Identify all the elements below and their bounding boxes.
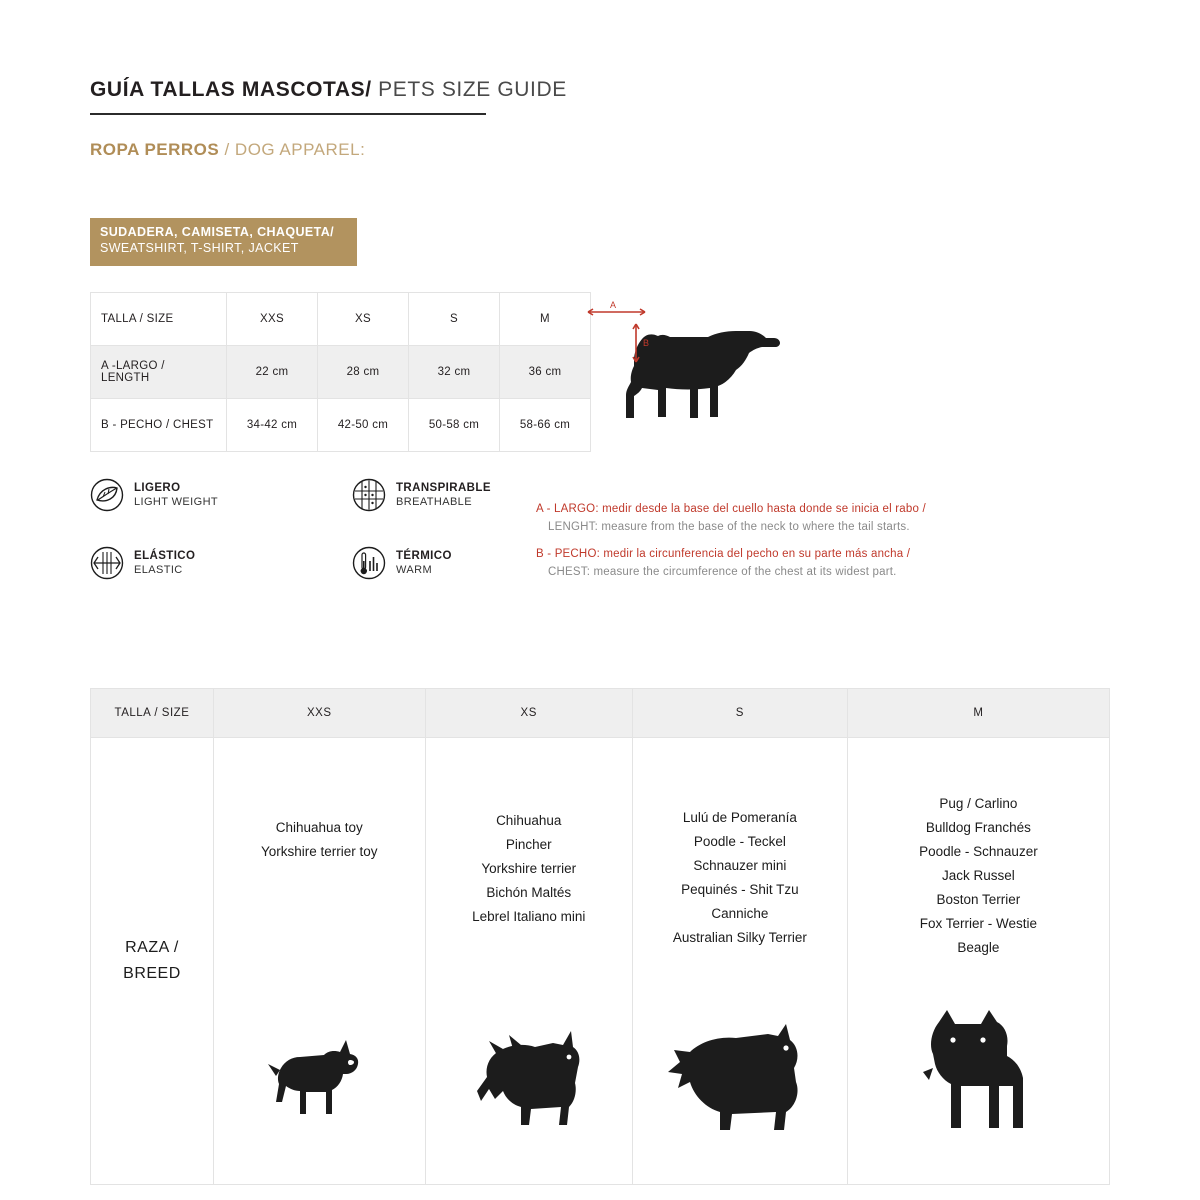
measure-length-xxs: 22 cm [227,346,318,399]
measure-header-s: S [409,293,500,346]
page-title [90,78,790,112]
measure-chest-xs: 42-50 cm [318,399,409,452]
table-row [91,293,591,346]
measure-header-xxs: XXS [227,293,318,346]
breed-cell-xs [425,738,632,1185]
leaf-icon [90,478,124,512]
list-item: Lulú de Pomeranía [682,809,797,825]
measure-header-label: TALLA / SIZE [91,293,227,346]
section-subtitle-es: ROPA PERROS [90,140,220,159]
feature-light-weight [90,478,218,512]
page-title-en: PETS SIZE GUIDE [371,78,567,101]
garment-type-en: SWEATSHIRT, T-SHIRT, JACKET [100,241,299,255]
feature-warm [352,546,452,580]
breed-row-label-line1: RAZA / [125,939,179,956]
breed-cell-s [632,738,847,1185]
list-item: Canniche [711,905,769,921]
feature-breathable-en: BREATHABLE [396,496,472,508]
measure-length-m: 36 cm [500,346,591,399]
breed-row-label [91,738,214,1185]
mesh-icon [352,478,386,512]
list-item: Pincher [505,836,552,852]
list-item: Bulldog Franchés [925,820,1031,835]
measure-header-xs: XS [318,293,409,346]
page-title-es: GUÍA TALLAS MASCOTAS/ [90,78,372,101]
dog-measurement-diagram [530,300,860,450]
feature-light-weight-es: LIGERO [134,482,181,494]
list-item: Fox Terrier - Westie [919,916,1038,931]
list-item: Lebrel Italiano mini [472,908,586,924]
table-row [91,689,1110,738]
dog-side-silhouette [626,331,780,418]
feature-breathable-es: TRANSPIRABLE [396,482,491,494]
diagram-label-b: B [643,338,650,348]
breed-header-xxs: XXS [213,689,425,738]
breed-header-m: M [847,689,1109,738]
section-subtitle-en: / DOG APPAREL: [219,140,366,159]
breed-cell-xxs [213,738,425,1185]
bulldog-silhouette [854,1008,1103,1156]
table-row [91,399,591,452]
measure-row-chest-label: B - PECHO / CHEST [91,399,227,452]
diagram-label-a: A [609,300,617,310]
measure-length-xs: 28 cm [318,346,409,399]
thermo-icon [352,546,386,580]
garment-type-es: SUDADERA, CAMISETA, CHAQUETA/ [100,225,335,239]
garment-type-band [90,218,357,266]
breed-header-xs: XS [425,689,632,738]
chihuahua-silhouette [220,1034,419,1132]
breed-header-label: TALLA / SIZE [91,689,214,738]
breed-cell-m [847,738,1109,1185]
pomeranian-silhouette [639,1022,841,1143]
legend-a-es: A - LARGO: medir desde la base del cuello hasta donde se inicia el rabo / [536,503,926,515]
feature-elastic-es: ELÁSTICO [134,550,196,562]
small-fluffy-dog-silhouette [432,1027,626,1140]
measure-chest-m: 58-66 cm [500,399,591,452]
list-item: Boston Terrier [936,892,1021,907]
list-item: Jack Russel [942,868,1015,883]
title-underline [90,113,486,115]
breed-row-label-line2: BREED [123,965,181,982]
list-item: Pug / Carlino [939,796,1018,811]
measurement-legend [536,500,1036,590]
breed-table [90,688,1110,1185]
list-item: Australian Silky Terrier [672,929,807,945]
legend-b-es: B - PECHO: medir la circunferencia del pecho en su parte más ancha / [536,548,911,560]
list-item: Schnauzer mini [693,857,787,873]
measure-length-s: 32 cm [409,346,500,399]
legend-a-en: LENGHT: measure from the base of the neck to where the tail starts. [548,521,910,533]
measure-row-length-label: A -LARGO / LENGTH [91,346,227,399]
list-item: Yorkshire terrier [481,860,577,876]
list-item: Yorkshire terrier toy [260,844,378,859]
list-item: Pequinés - Shit Tzu [681,881,799,897]
feature-elastic-en: ELASTIC [134,564,183,576]
list-item: Poodle - Teckel [693,833,786,849]
feature-light-weight-en: LIGHT WEIGHT [134,496,219,508]
table-row [91,738,1110,1185]
elastic-icon [90,546,124,580]
measurement-table [90,292,591,452]
list-item: Bichón Maltés [486,884,572,900]
table-row [91,346,591,399]
section-subtitle [90,140,365,160]
list-item: Chihuahua [496,812,562,828]
feature-warm-en: WARM [396,564,433,576]
list-item: Poodle - Schnauzer [919,844,1038,859]
feature-breathable [352,478,491,512]
measure-chest-s: 50-58 cm [409,399,500,452]
measure-header-m: M [500,293,591,346]
measure-chest-xxs: 34-42 cm [227,399,318,452]
list-item: Beagle [957,940,1000,955]
list-item: Chihuahua toy [275,820,363,835]
feature-elastic [90,546,195,580]
feature-warm-es: TÉRMICO [396,550,452,562]
legend-b-en: CHEST: measure the circumference of the chest at its widest part. [548,566,897,578]
breed-header-s: S [632,689,847,738]
